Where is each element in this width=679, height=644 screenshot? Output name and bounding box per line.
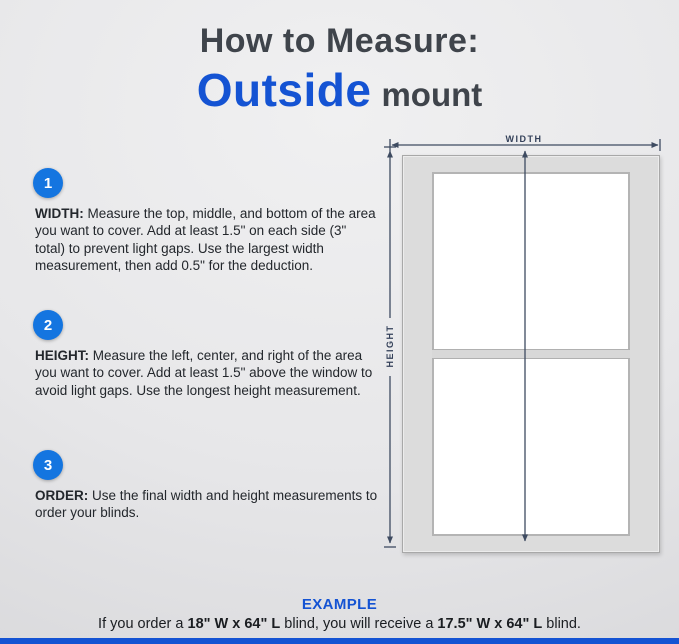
step-2 bbox=[33, 310, 380, 399]
example-heading: EXAMPLE bbox=[301, 596, 378, 613]
step-1-label: WIDTH: bbox=[35, 206, 84, 221]
step-1-body: Measure the top, middle, and bottom of the area you want to cover. Add at least 1.5" on each side (3" total) to prevent light gaps. Use the largest width measurement, then add 0.5" for the deduction. bbox=[35, 206, 376, 273]
bottom-accent-bar bbox=[0, 638, 679, 644]
step-2-label: HEIGHT: bbox=[35, 348, 89, 363]
steps-section bbox=[33, 168, 380, 568]
step-2-body: Measure the left, center, and right of the area you want to cover. Add at least 1.5" above the window to avoid light gaps. Use the longest height measurement. bbox=[35, 348, 373, 398]
step-3-label: ORDER: bbox=[35, 488, 89, 503]
step-3-number-badge: 3 bbox=[33, 450, 63, 480]
title-mount: mount bbox=[381, 76, 483, 113]
example-part-3: blind, you will receive a bbox=[280, 616, 438, 632]
step-3 bbox=[33, 450, 380, 522]
title-highlight-outside: Outside bbox=[196, 64, 372, 116]
window-measurement-diagram bbox=[378, 132, 670, 564]
step-2-number-badge: 2 bbox=[33, 310, 63, 340]
page-title-line1: How to Measure: bbox=[199, 22, 480, 60]
step-1 bbox=[33, 168, 380, 274]
step-2-text bbox=[35, 347, 380, 399]
title-section bbox=[0, 22, 679, 117]
measurement-arrows bbox=[378, 132, 670, 564]
example-received-size: 17.5" W x 64" L bbox=[437, 616, 543, 632]
width-dimension-label: WIDTH bbox=[505, 134, 543, 144]
step-3-body: Use the final width and height measurements to order your blinds. bbox=[35, 488, 378, 521]
example-text bbox=[0, 616, 679, 632]
example-part-1: If you order a bbox=[98, 616, 188, 632]
page-title-line2 bbox=[0, 63, 679, 117]
step-1-text bbox=[35, 205, 380, 274]
example-part-5: blind. bbox=[542, 616, 581, 632]
step-1-number-badge: 1 bbox=[33, 168, 63, 198]
step-3-text bbox=[35, 487, 380, 522]
height-dimension-label: HEIGHT bbox=[385, 324, 395, 368]
example-ordered-size: 18" W x 64" L bbox=[187, 616, 281, 632]
